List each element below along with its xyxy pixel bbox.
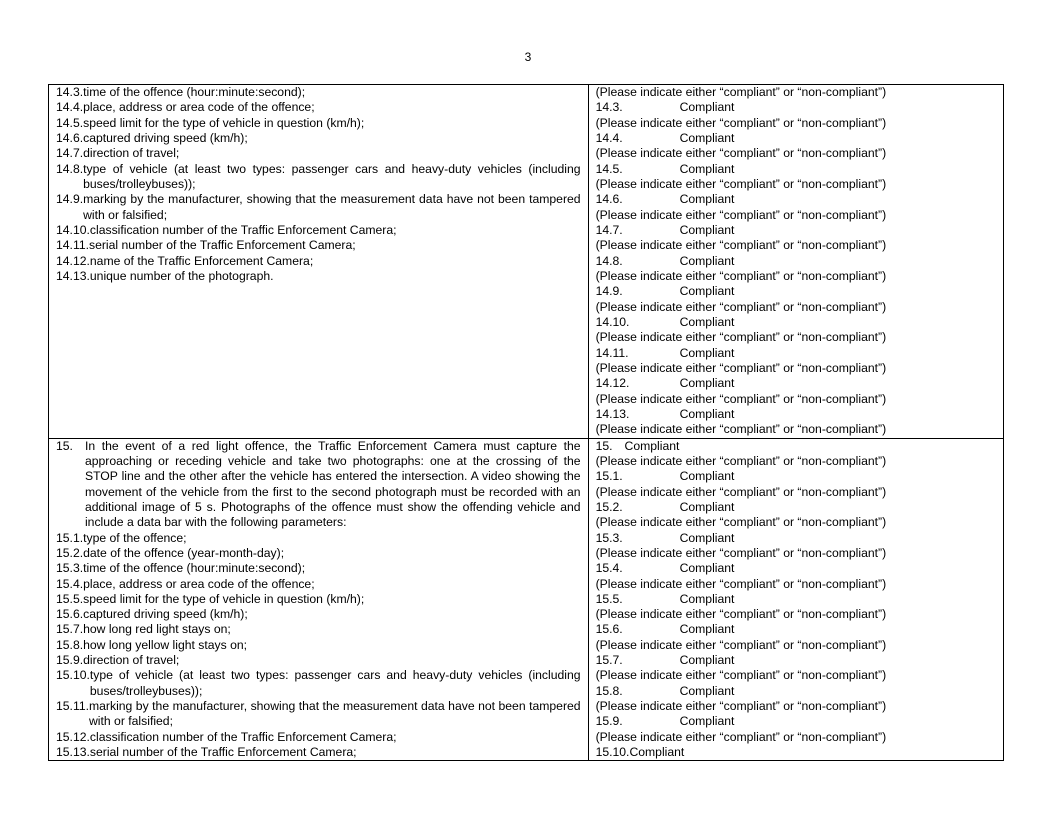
compliance-number: 14.9. [595, 284, 623, 299]
item-text: time of the offence (hour:minute:second); [83, 85, 306, 99]
item-text: name of the Traffic Enforcement Camera; [89, 253, 314, 268]
requirement-item [56, 745, 581, 760]
item-number: 14.5. [56, 115, 84, 130]
compliance-status: Compliant [679, 314, 735, 329]
compliance-entry [596, 346, 996, 361]
compliance-number: 14.10. [595, 314, 630, 329]
compliance-instruction: (Please indicate either “compliant” or “non-compliant”) [595, 85, 887, 99]
item-text: serial number of the Traffic Enforcement Camera; [88, 238, 356, 253]
compliance-entry [596, 284, 996, 299]
item-text: how long red light stays on; [83, 622, 231, 637]
compliance-status: Compliant [679, 469, 735, 484]
requirement-item [56, 622, 581, 637]
compliance-status: Compliant [679, 653, 735, 668]
compliance-number: 15. [595, 438, 613, 453]
compliance-instruction: (Please indicate either “compliant” or “non-compliant”) [595, 484, 887, 499]
compliance-cell-14 [588, 85, 1003, 439]
requirement-item [56, 131, 581, 146]
compliance-status: Compliant [679, 253, 735, 268]
requirements-cell-15 [49, 438, 589, 761]
compliance-entry [596, 407, 996, 422]
item-number: 15.9. [56, 653, 84, 668]
item-text: unique number of the photograph. [89, 268, 274, 283]
compliance-status: Compliant [679, 683, 735, 698]
table-row-14 [49, 85, 1004, 439]
item-text: place, address or area code of the offence; [83, 100, 315, 115]
compliance-entry-15-10 [596, 745, 996, 760]
compliance-status: Compliant [629, 745, 685, 760]
compliance-list-14 [596, 85, 996, 438]
item-number: 15.10. [56, 668, 90, 683]
requirement-item [56, 531, 581, 546]
requirement-intro-15 [56, 439, 581, 531]
compliance-number: 14.4. [595, 130, 623, 145]
compliance-instruction: (Please indicate either “compliant” or “non-compliant”) [595, 607, 887, 622]
compliance-status: Compliant [679, 284, 735, 299]
compliance-entry [596, 592, 996, 607]
compliance-instruction: (Please indicate either “compliant” or “non-compliant”) [595, 515, 887, 530]
compliance-number: 15.9. [595, 714, 623, 729]
item-number: 14.7. [56, 146, 84, 161]
item-number: 15.11. [56, 699, 89, 714]
compliance-number: 14.13. [595, 406, 630, 421]
compliance-status: Compliant [679, 406, 735, 421]
compliance-entry [596, 223, 996, 238]
requirement-item [56, 699, 581, 730]
compliance-entry [596, 162, 996, 177]
requirement-item [56, 577, 581, 592]
compliance-entry [596, 315, 996, 330]
compliance-entry [596, 531, 996, 546]
compliance-instruction: (Please indicate either “compliant” or “non-compliant”) [595, 146, 887, 161]
item-text: captured driving speed (km/h); [83, 130, 248, 145]
compliance-number: 15.2. [595, 499, 623, 514]
compliance-instruction: (Please indicate either “compliant” or “non-compliant”) [595, 729, 887, 744]
compliance-status: Compliant [679, 591, 735, 606]
compliance-entry [596, 192, 996, 207]
item-text: type of the offence; [83, 530, 187, 545]
item-text: marking by the manufacturer, showing that the measurement data have not been tampered with or falsified; [83, 192, 581, 222]
compliance-instruction: (Please indicate either “compliant” or “non-compliant”) [595, 268, 887, 283]
compliance-entry [596, 100, 996, 115]
compliance-number: 14.12. [595, 376, 630, 391]
item-number: 15. [56, 438, 73, 453]
item-number: 14.8. [56, 161, 84, 176]
compliance-entry [596, 684, 996, 699]
compliance-status: Compliant [679, 345, 735, 360]
compliance-entry [596, 561, 996, 576]
compliance-instruction: (Please indicate either “compliant” or “non-compliant”) [595, 238, 887, 253]
compliance-instruction: (Please indicate either “compliant” or “non-compliant”) [595, 360, 887, 375]
compliance-status: Compliant [679, 376, 735, 391]
requirement-item [56, 162, 581, 193]
item-number: 14.6. [56, 130, 84, 145]
item-number: 15.1. [56, 530, 84, 545]
requirement-item [56, 668, 581, 699]
compliance-number: 15.8. [595, 683, 623, 698]
item-text: time of the offence (hour:minute:second); [83, 561, 306, 576]
item-number: 14.9. [56, 192, 84, 207]
item-number: 15.4. [56, 576, 84, 591]
compliance-entry [596, 469, 996, 484]
compliance-number: 15.4. [595, 561, 623, 576]
item-number: 14.11. [56, 238, 89, 253]
compliance-instruction: (Please indicate either “compliant” or “non-compliant”) [595, 207, 887, 222]
compliance-number: 14.11. [595, 345, 629, 360]
item-text: speed limit for the type of vehicle in question (km/h); [83, 591, 365, 606]
item-text: type of vehicle (at least two types: passenger cars and heavy-duty vehicles (including buses/trolleybuses)); [83, 161, 581, 191]
compliance-entry [596, 622, 996, 637]
compliance-status: Compliant [679, 530, 735, 545]
item-text: captured driving speed (km/h); [83, 607, 248, 622]
item-number: 14.10. [56, 222, 90, 237]
item-number: 14.4. [56, 100, 84, 115]
compliance-entry [596, 131, 996, 146]
compliance-status: Compliant [679, 100, 735, 115]
requirement-item [56, 116, 581, 131]
compliance-instruction: (Please indicate either “compliant” or “non-compliant”) [595, 545, 887, 560]
item-text: how long yellow light stays on; [83, 637, 248, 652]
compliance-status: Compliant [679, 222, 735, 237]
compliance-instruction: (Please indicate either “compliant” or “non-compliant”) [595, 453, 887, 468]
compliance-instruction: (Please indicate either “compliant” or “non-compliant”) [595, 699, 887, 714]
compliance-entry [596, 254, 996, 269]
requirement-item [56, 269, 581, 284]
compliance-number: 14.8. [595, 253, 623, 268]
item-text: classification number of the Traffic Enforcement Camera; [89, 729, 397, 744]
requirement-item [56, 85, 581, 100]
compliance-status: Compliant [679, 499, 735, 514]
compliance-number: 15.7. [595, 653, 623, 668]
compliance-status: Compliant [679, 622, 735, 637]
requirement-item [56, 146, 581, 161]
compliance-table [48, 84, 1004, 761]
compliance-number: 15.1. [595, 469, 623, 484]
item-text: marking by the manufacturer, showing that the measurement data have not been tampered with or falsified; [88, 699, 581, 729]
item-number: 15.3. [56, 561, 84, 576]
compliance-entry-15 [596, 439, 996, 454]
compliance-status: Compliant [679, 192, 735, 207]
requirement-list-14 [56, 85, 581, 284]
item-number: 15.8. [56, 637, 84, 652]
compliance-instruction: (Please indicate either “compliant” or “non-compliant”) [595, 299, 887, 314]
requirement-item [56, 638, 581, 653]
compliance-entry [596, 376, 996, 391]
requirement-item [56, 100, 581, 115]
compliance-number: 15.6. [595, 622, 623, 637]
compliance-number: 14.7. [595, 222, 623, 237]
compliance-status: Compliant [679, 561, 735, 576]
requirement-list-15 [56, 531, 581, 761]
compliance-entry [596, 500, 996, 515]
item-text: date of the offence (year-month-day); [83, 545, 285, 560]
item-number: 14.13. [56, 268, 90, 283]
requirement-item [56, 546, 581, 561]
item-number: 14.12. [56, 253, 90, 268]
item-text: In the event of a red light offence, the Traffic Enforcement Camera must capture the approaching or receding vehicle and take two photographs: one at the crossing of the STOP line and the other after the vehicle has entered the intersection. A video showing the movement of the vehicle from the first to the second photograph must be recorded with an additional image of 5 s. Photographs of the offence must show the offending vehicle and include a data bar with the following parameters: [84, 438, 581, 530]
compliance-instruction: (Please indicate either “compliant” or “non-compliant”) [595, 422, 887, 437]
item-text: place, address or area code of the offence; [83, 576, 315, 591]
requirement-item [56, 653, 581, 668]
compliance-status: Compliant [624, 438, 680, 453]
compliance-status: Compliant [679, 130, 735, 145]
item-text: serial number of the Traffic Enforcement Camera; [89, 745, 357, 760]
compliance-number: 14.5. [595, 161, 623, 176]
compliance-entry [596, 653, 996, 668]
compliance-number: 15.10. [595, 745, 630, 760]
compliance-instruction: (Please indicate either “compliant” or “non-compliant”) [595, 176, 887, 191]
requirements-cell-14 [49, 85, 589, 439]
compliance-number: 15.5. [595, 591, 623, 606]
item-number: 14.3. [56, 85, 84, 99]
compliance-instruction: (Please indicate either “compliant” or “non-compliant”) [595, 668, 887, 683]
compliance-entry [596, 714, 996, 729]
page-number: 3 [524, 50, 532, 64]
compliance-instruction: (Please indicate either “compliant” or “non-compliant”) [595, 330, 887, 345]
item-number: 15.13. [56, 745, 90, 760]
compliance-number: 15.3. [595, 530, 623, 545]
compliance-number: 14.6. [595, 192, 623, 207]
item-text: classification number of the Traffic Enforcement Camera; [89, 222, 397, 237]
compliance-number: 14.3. [595, 100, 623, 115]
requirement-item [56, 192, 581, 223]
requirement-item [56, 223, 581, 238]
requirement-item [56, 607, 581, 622]
item-number: 15.2. [56, 545, 84, 560]
compliance-list-15 [596, 454, 996, 745]
requirement-item [56, 561, 581, 576]
requirement-item [56, 238, 581, 253]
item-number: 15.5. [56, 591, 84, 606]
compliance-instruction: (Please indicate either “compliant” or “non-compliant”) [595, 576, 887, 591]
item-number: 15.6. [56, 607, 84, 622]
table-row-15 [49, 438, 1004, 761]
item-number: 15.7. [56, 622, 84, 637]
compliance-instruction: (Please indicate either “compliant” or “non-compliant”) [595, 391, 887, 406]
compliance-status: Compliant [679, 161, 735, 176]
compliance-cell-15 [588, 438, 1003, 761]
compliance-instruction: (Please indicate either “compliant” or “non-compliant”) [595, 637, 887, 652]
compliance-instruction: (Please indicate either “compliant” or “non-compliant”) [595, 115, 887, 130]
item-number: 15.12. [56, 729, 90, 744]
item-text: direction of travel; [83, 653, 180, 668]
requirement-item [56, 730, 581, 745]
item-text: direction of travel; [83, 146, 180, 161]
requirement-item [56, 592, 581, 607]
item-text: type of vehicle (at least two types: passenger cars and heavy-duty vehicles (including buses/trolleybuses)); [89, 668, 581, 698]
item-text: speed limit for the type of vehicle in question (km/h); [83, 115, 365, 130]
compliance-status: Compliant [679, 714, 735, 729]
requirement-item [56, 254, 581, 269]
